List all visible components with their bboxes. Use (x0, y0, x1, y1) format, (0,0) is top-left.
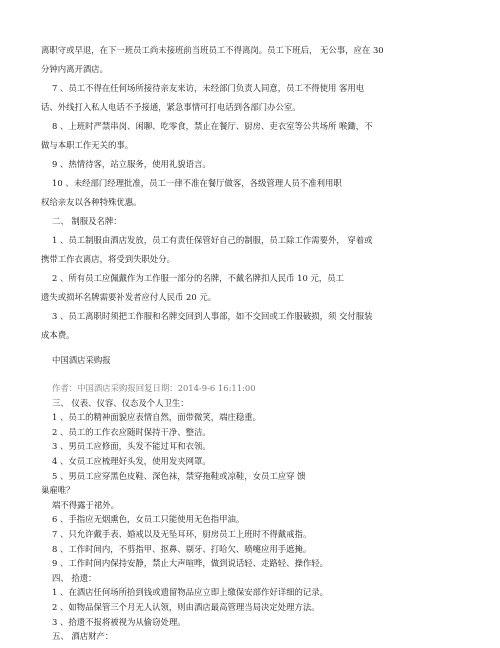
text-line: 分钟内离开酒店。 (41, 64, 108, 74)
text-line: 7 、只允许戴手表、婚戒以及无坠耳环，厨房员工上班时不得戴戒指。 (52, 529, 312, 539)
text-line: 9 、工作时间内保持安静，禁止大声喧哗，做到说话轻、走路轻、操作轻。 (52, 558, 328, 568)
source-label: 中国酒店采购报 (52, 355, 111, 365)
text-line: 权给亲友以各种特殊优惠。 (41, 197, 142, 207)
section-heading: 四、 拾遗： (52, 573, 97, 583)
text-line: 9 、热情待客，站立服务，使用礼貌语言。 (52, 159, 211, 169)
section-heading: 三、 仪表、仪容、仪态及个人卫生： (52, 398, 189, 408)
text-line: 2 、所有员工应佩戴作为工作服一部分的名牌，不戴名牌扣人民币 10 元，员工 (52, 273, 344, 283)
text-line: 端不得露于裙外。 (52, 500, 119, 510)
section-heading: 二、 制服及名牌： (52, 216, 122, 226)
text-line: 1 、员工的精神面貌应表情自然，面带微笑，端庄稳重。 (52, 412, 261, 422)
byline: 作者：中国酒店采购报回复日期：2014-9-6 16:11:00 (52, 383, 256, 393)
text-line: 做与本职工作无关的事。 (41, 140, 134, 150)
text-line: 2 、如物品保管三个月无人认领，则由酒店最高管理当局决定处理方法。 (52, 602, 320, 612)
text-line: 8 、工作时间内，不剪指甲、抠鼻、剔牙、打哈欠、喷嚏应用手遮掩。 (52, 544, 312, 554)
text-line: 3 、拾遗不报将被视为从偷窃处理。 (52, 617, 186, 627)
text-line: 话、外线打入私人电话不予接通，紧急事情可打电话到各部门办公室。 (41, 102, 301, 112)
text-line: 3 、员工离职时须把工作服和名牌交回到人事部，如不交回或工作服破损，须 交付服装 (52, 311, 373, 321)
text-line: 4 、女员工应梳理好头发，使用发夹网罩。 (52, 456, 211, 466)
text-line: 离职守或早退，在下一班员工尚未接班前当班员工不得离岗。员工下班后， 无公事，应在 30 (41, 45, 384, 55)
text-line: 2 、员工的工作衣应随时保持干净、整洁。 (52, 427, 211, 437)
text-line: 遗失或损坏名牌需要补发者应付人民币 20 元。 (41, 292, 217, 302)
text-line: 5 、男员工应穿黑色皮鞋、深色袜，禁穿拖鞋或凉鞋，女员工应穿 馈 (52, 471, 306, 481)
text-line: 10 、未经部门经理批准，员工一律不准在餐厅做客，各级管理人员不准利用职 (52, 178, 342, 188)
text-line: 3 、男员工应修面，头发不能过耳和衣领。 (52, 441, 211, 451)
text-line: 1 、在酒店任何场所拾到钱或遗留物品应立即上缴保安部作好详细的记录。 (52, 587, 328, 597)
text-line: 7 、员工不得在任何场所接待亲友来访，未经部门负责人同意，员工不得使用 客用电 (52, 83, 365, 93)
text-line: 巢雇唯？ (41, 485, 75, 495)
text-line: 6 、手指应无烟熏色，女员工只能使用无色指甲油。 (52, 514, 245, 524)
text-line: 1 、员工制服由酒店发放，员工有责任保管好自己的制服，员工除工作需要外， 穿着或 (52, 235, 373, 245)
text-line: 携带工作衣离店，将受到失职处分。 (41, 254, 175, 264)
text-line: 成本费。 (41, 330, 75, 340)
section-heading: 五、 酒店财产： (52, 631, 114, 641)
text-line: 8 、上班时严禁串岗、闲聊、吃零食，禁止在餐厅、厨房、吏衣室等公共场所 喉鋤，不 (52, 121, 373, 131)
